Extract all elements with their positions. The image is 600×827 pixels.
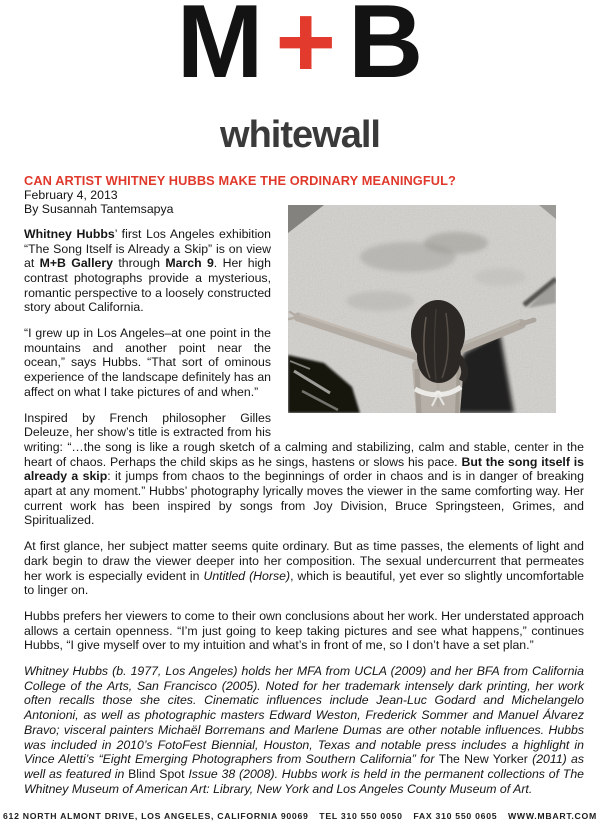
text-run: Untitled (Horse) (203, 568, 291, 583)
paragraph-4 (24, 539, 584, 598)
paragraph-3 (24, 411, 584, 529)
footer-address: 612 NORTH ALMONT DRIVE, LOS ANGELES, CALIFORNIA 90069 (3, 811, 309, 821)
photo-image (288, 205, 556, 413)
text-run: Whitney Hubbs (b. 1977, Los Angeles) holds her MFA from UCLA (2009) and her BFA from California College of the Arts, San Francisco (2005). Noted for her trademark intensely dark printing, her work often recalls those she cites. Cinematic influences include Jean-Luc Godard and Michelangelo Antonioni, as well as photographic masters Edward Weston, Frederick Sommer and Manuel Álvarez Bravo; visceral painters Michaël Borremans and Marlene Dumas are other notable influences. Hubbs was included in 2010’s FotoFest Biennial, Houston, Texas and notable press includes a highlight in Vince Aletti’s “Eight Emerging Photographers from Southern California” for (24, 664, 584, 767)
paragraph-6-artist-bio (24, 664, 584, 796)
text-run: At first glance, her subject matter seems quite ordinary. But as time passes, the elements of light and dark begin to draw the viewer deeper into her composition. The sexual undercurrent that permeates her work is especially evident in (24, 539, 584, 583)
text-run: Whitney Hubbs (24, 226, 115, 241)
article (24, 174, 584, 797)
logo-plus-sign: + (275, 0, 337, 100)
article-body (24, 227, 584, 797)
text-run: : it jumps from chaos to the beginnings of order in chaos and is in danger of breaking apart at any moment.” Hubbs’ photography lyrically moves the viewer in the same comforting way. Her current work has been inspired by songs from Joy Division, Bruce Springsteen, Grimes, and Spiritualized. (24, 469, 584, 528)
text-run: , which is beautiful, yet ever so slightly uncomfortable to linger on. (24, 568, 584, 598)
article-photo (288, 205, 556, 413)
text-run: March 9 (165, 256, 214, 271)
page-header (0, 0, 600, 157)
footer-tel: TEL 310 550 0050 (319, 811, 403, 821)
mb-gallery-logo (0, 0, 600, 100)
text-run: The New Yorker (438, 752, 528, 767)
text-run: Inspired by French philosopher Gilles Deleuze, her show’s title is extracted from his writing: “…the song is like a rough sketch of a calming and stabilizing, calm and stable, center in the heart of chaos. Perhaps the child skips as he sings, hastens or slows his pace. (24, 410, 584, 469)
text-run: But the song itself is already a skip (24, 454, 584, 484)
text-run: (2011) as well as featured in (24, 752, 584, 781)
gallery-footer (3, 811, 597, 821)
article-date: February 4, 2013 (24, 187, 118, 202)
footer-website: WWW.MBART.COM (508, 811, 597, 821)
logo-letter-m: M (176, 0, 264, 100)
article-headline: CAN ARTIST WHITNEY HUBBS MAKE THE ORDINARY MEANINGFUL? (24, 172, 456, 188)
footer-fax: FAX 310 550 0605 (413, 811, 498, 821)
text-run: “I grew up in Los Angeles–at one point in the mountains and another point near the ocean,” says Hubbs. “That sort of ominous experience of the landscape definitely has an affect on what I take pictures of and when.” (24, 326, 271, 399)
logo-letter-b: B (348, 0, 424, 100)
whitewall-logo: whitewall (220, 114, 380, 156)
text-run: ’ first Los Angeles exhibition “The Song Itself is Already a Skip” is on view at (24, 226, 271, 271)
paragraph-5 (24, 609, 584, 653)
article-byline: By Susannah Tantemsapya (24, 201, 174, 216)
text-run: Hubbs prefers her viewers to come to their own conclusions about her work. Her understated approach allows a certain openness. “I’m just going to keep taking pictures and see what happens,” continues Hubbs, “I give myself over to my intuition and what’s in front of me, so I don’t have a set plan.” (24, 608, 584, 653)
text-run: Blind Spot (128, 767, 185, 781)
text-run: . Her high contrast photographs provide a mysterious, romantic perspective to a loosely constructed story about California. (24, 256, 271, 315)
text-run: Issue 38 (2008). Hubbs work is held in the permanent collections of The Whitney Museum of American Art: Library, New York and Los Angeles County Museum of Art. (24, 767, 584, 796)
text-run: through (112, 256, 166, 271)
text-run: M+B Gallery (39, 256, 113, 271)
